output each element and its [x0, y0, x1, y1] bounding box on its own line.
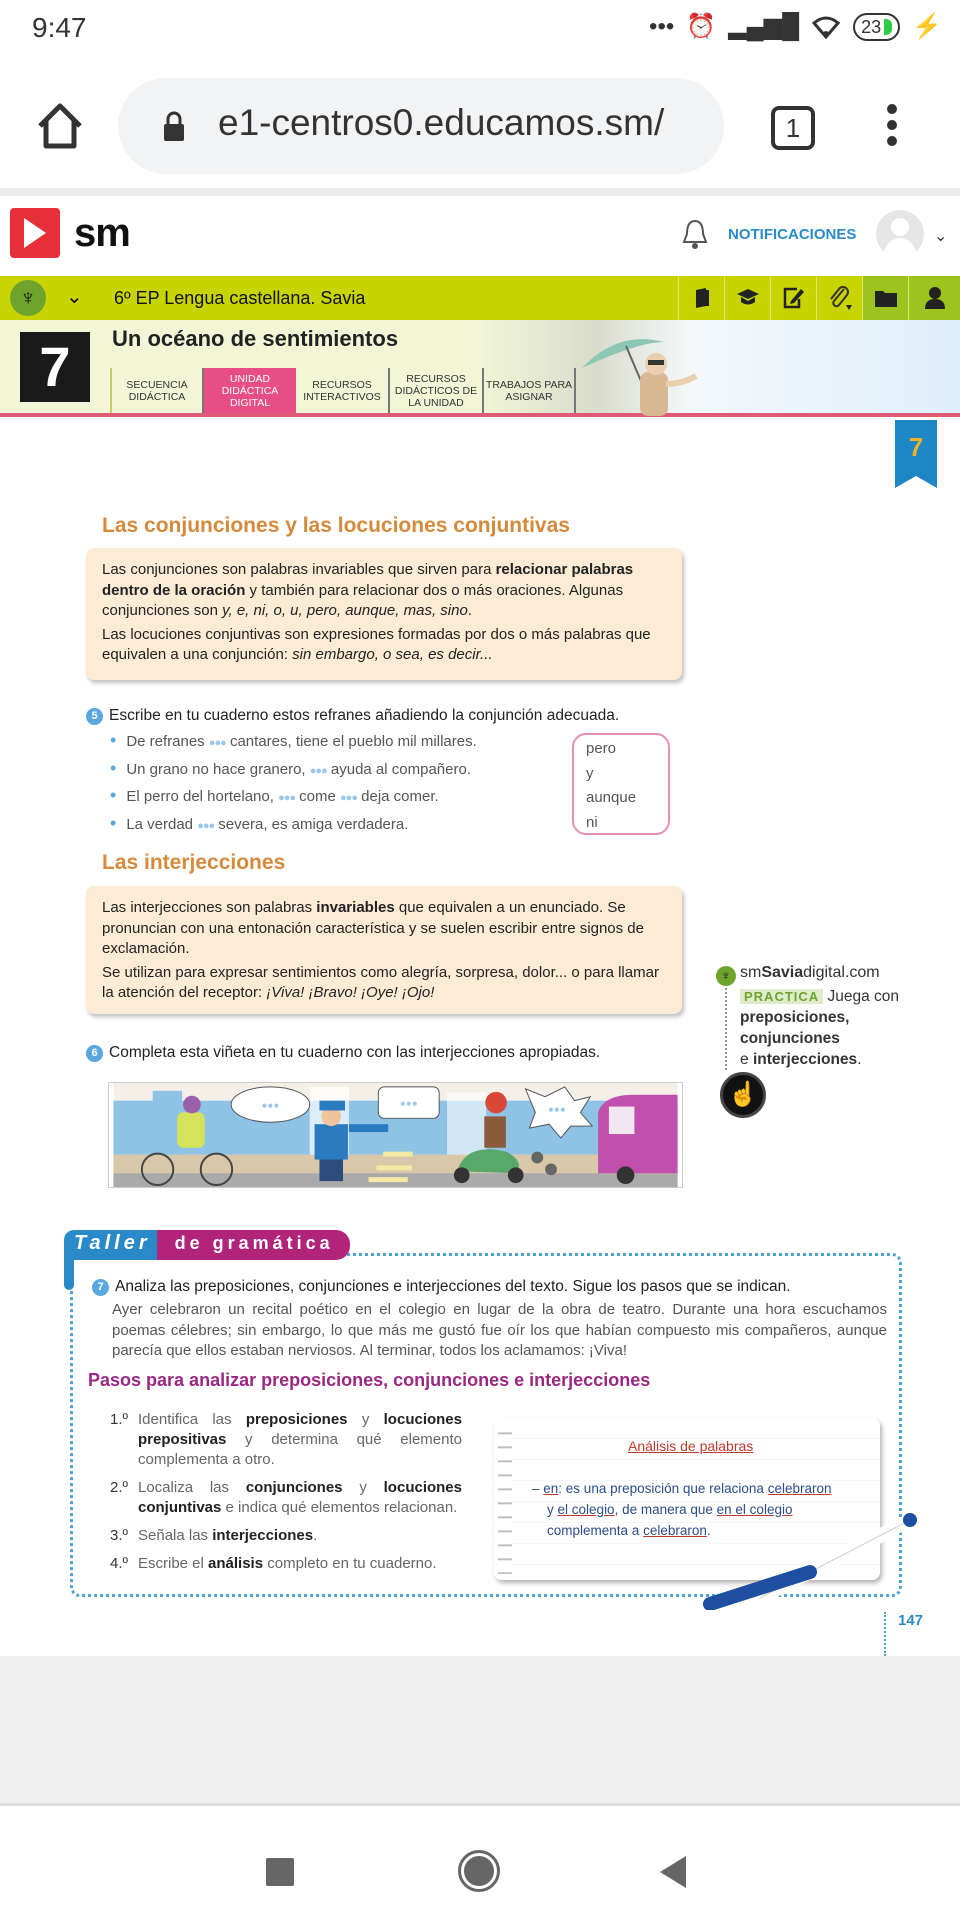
sm-logo-mark [10, 208, 60, 258]
browser-toolbar [0, 62, 960, 196]
tab-secuencia-didactica[interactable]: SECUENCIA DIDÁCTICA [110, 368, 204, 413]
word-bank [572, 733, 670, 835]
old-man-umbrella-illustration [578, 332, 708, 416]
rule-text: Las conjunciones son palabras invariables que sirven para [102, 561, 496, 578]
savia-practice-text: PRACTICA Juega con preposiciones, conjunciones e interjecciones. [740, 988, 900, 1068]
savia-tree-icon[interactable]: ♆ [10, 280, 46, 316]
chevron-down-icon[interactable]: ⌄ [66, 286, 83, 308]
tab-unidad-didactica-digital[interactable]: UNIDAD DIDÁCTICA DIGITAL [204, 368, 296, 413]
word-bank-item: pero [586, 740, 617, 757]
pen-illustration [700, 1500, 920, 1610]
wifi-icon [811, 15, 841, 39]
practica-tag: PRACTICA [740, 989, 823, 1004]
step-item: 1.º Identifica las preposiciones y locuciones prepositivas y determina qué elemento complementa a otro. [110, 1411, 462, 1468]
taller-header [64, 1230, 350, 1260]
rule-bold: invariables [316, 899, 395, 916]
chevron-down-icon[interactable]: ⌄ [934, 228, 948, 245]
rule-text: y también para relacionar dos o más oraciones. Algunas conjunciones son [102, 581, 624, 619]
notebook-text: – en: es una preposición que relaciona celebraron y el colegio, de manera que en el colegio complementa a celebraron. [532, 1481, 832, 1538]
user-avatar[interactable] [876, 210, 924, 258]
savia-site-name: smSaviadigital.com [740, 964, 880, 981]
taller-label: Taller [64, 1230, 165, 1260]
folder-icon[interactable] [862, 276, 908, 320]
sm-logo-text: sm [74, 210, 130, 255]
address-bar[interactable] [118, 78, 724, 174]
rule-box-conjunciones [86, 548, 682, 680]
paperclip-icon[interactable] [816, 276, 862, 320]
exercise-5-instruction [86, 707, 619, 725]
course-title[interactable]: 6º EP Lengua castellana. Savia [114, 288, 366, 308]
bell-icon[interactable] [682, 218, 708, 250]
home-circle-icon[interactable] [458, 1850, 500, 1892]
steps-title: Pasos para analizar preposiciones, conjunciones e interjecciones [88, 1370, 651, 1390]
rule-box-interjecciones [86, 886, 682, 1014]
list-item: • De refranes ●●● cantares, tiene el pueblo mil millares. [110, 728, 570, 756]
tab-recursos-interactivos[interactable]: RECURSOS INTERACTIVOS [296, 368, 390, 413]
refranes-list [110, 728, 570, 838]
word-bank-item: y [586, 764, 594, 782]
instruction-text: Analiza las preposiciones, conjunciones e interjecciones del texto. Sigue los pasos que se indican. [115, 1278, 791, 1295]
bookmark-number: 7 [908, 432, 924, 462]
unit-number: 7 [20, 332, 90, 402]
charging-icon: ⚡ [912, 13, 942, 40]
user-icon[interactable] [908, 276, 960, 320]
empty-viewport-area [0, 1656, 960, 1806]
rule-text: que equivalen a un enunciado. Se pronuncian con una entonación característica y se suelen escribir entre signos de exclamación. [102, 899, 644, 957]
exercise-7-text: Ayer celebraron un recital poético en el colegio en lugar de la obra de teatro. Durante una hora escuchamos poemas célebres; sin embargo, lo que más me gustó fue oír los que habían compuesto mis compañeros, aunque parecía que ellos estaban nerviosos. Al terminar, todos los aclamamos: ¡Viva! [112, 1301, 887, 1359]
unit-title: Un océano de sentimientos [112, 326, 399, 351]
list-item: • La verdad ●●● severa, es amiga verdadera. [110, 811, 570, 839]
exercise-number-badge: 6 [86, 1045, 103, 1062]
unit-banner [0, 320, 960, 417]
step-item: 2.º Localiza las conjunciones y locuciones conjuntivas e indica qué elementos relacionan. [110, 1479, 462, 1516]
rule-text: Las interjecciones son palabras [102, 899, 317, 916]
step-item: 3.º Señala las interjecciones. [110, 1527, 318, 1544]
edit-document-icon[interactable] [770, 276, 816, 320]
steps-list [110, 1410, 462, 1582]
notebook-spiral [498, 1424, 512, 1574]
site-header [0, 196, 960, 276]
page-number: 147 [898, 1612, 924, 1629]
rule-italic: ¡Viva! ¡Bravo! ¡Oye! ¡Ojo! [266, 984, 435, 1001]
url-text[interactable]: e1-centros0.educamos.sm/ [218, 102, 665, 143]
rule-text: Las locuciones conjuntivas son expresiones formadas por dos o más palabras que equivalen a una conjunción: [102, 625, 651, 663]
battery-icon [853, 13, 900, 41]
status-icons [649, 12, 942, 41]
section-title-conjunciones: Las conjunciones y las locuciones conjuntivas [102, 514, 570, 537]
rule-italic: y, e, ni, o, u, pero, aunque, mas, sino [222, 602, 468, 619]
tab-recursos-didacticos[interactable]: RECURSOS DIDÁCTICOS DE LA UNIDAD [390, 368, 484, 413]
step-item: 4.º Escribe el análisis completo en tu cuaderno. [110, 1555, 437, 1572]
battery-level: 23 [861, 16, 882, 37]
book-icon[interactable] [678, 276, 724, 320]
instruction-text: Escribe en tu cuaderno estos refranes añadiendo la conjunción adecuada. [109, 707, 620, 724]
page-number-divider [884, 1612, 886, 1656]
sm-logo[interactable] [10, 208, 130, 258]
overflow-menu-icon[interactable] [880, 102, 904, 154]
recent-apps-icon[interactable] [266, 1858, 294, 1886]
list-item: • Un grano no hace granero, ●●● ayuda al compañero. [110, 756, 570, 784]
comic-strip-illustration [108, 1082, 683, 1188]
rule-bold: relacionar palabras dentro de la oración [102, 561, 634, 599]
rule-text: Se utilizan para expresar sentimientos como alegría, sorpresa, dolor... o para llamar la atención del receptor: [102, 963, 659, 1001]
course-bar [0, 276, 960, 320]
home-icon[interactable] [34, 100, 86, 152]
alarm-icon: ⏰ [686, 13, 717, 40]
section-title-interjecciones: Las interjecciones [102, 851, 286, 874]
notifications-link[interactable]: NOTIFICACIONES [728, 226, 857, 243]
graduation-cap-icon[interactable] [724, 276, 770, 320]
exercise-7-instruction [92, 1278, 791, 1296]
savia-tree-icon: ♆ [716, 966, 736, 986]
lock-icon [162, 110, 186, 142]
hand-pointer-icon[interactable]: ☝ [720, 1072, 766, 1118]
rule-italic: sin embargo, o sea, es decir... [292, 646, 493, 663]
back-icon[interactable] [660, 1856, 686, 1888]
tab-switcher-button[interactable]: 1 [771, 106, 815, 150]
rule-text: . [467, 602, 472, 619]
speech-bubble-text: ●●● [548, 1104, 566, 1116]
word-bank-item: aunque [586, 789, 637, 806]
signal-icon: ▂▄▆█ [728, 13, 800, 40]
speech-bubble-text: ●●● [261, 1100, 280, 1112]
android-nav-bar [0, 1808, 960, 1920]
gramatica-label: de gramática [157, 1230, 350, 1260]
list-item: • El perro del hortelano, ●●● come ●●● deja comer. [110, 783, 570, 811]
speech-bubble-text: ●●● [399, 1098, 418, 1110]
instruction-text: Completa esta viñeta en tu cuaderno con las interjecciones apropiadas. [109, 1044, 601, 1061]
word-bank-item: ni [586, 813, 598, 831]
notebook-title: Análisis de palabras [628, 1438, 754, 1454]
exercise-number-badge: 5 [86, 708, 103, 725]
dotted-connector [725, 988, 727, 1070]
exercise-6-instruction [86, 1044, 600, 1062]
more-notifications-icon: ••• [649, 12, 675, 40]
tab-trabajos-para-asignar[interactable]: TRABAJOS PARA ASIGNAR [484, 368, 576, 413]
exercise-number-badge: 7 [92, 1279, 109, 1296]
status-bar [0, 0, 960, 62]
clock: 9:47 [32, 12, 87, 43]
